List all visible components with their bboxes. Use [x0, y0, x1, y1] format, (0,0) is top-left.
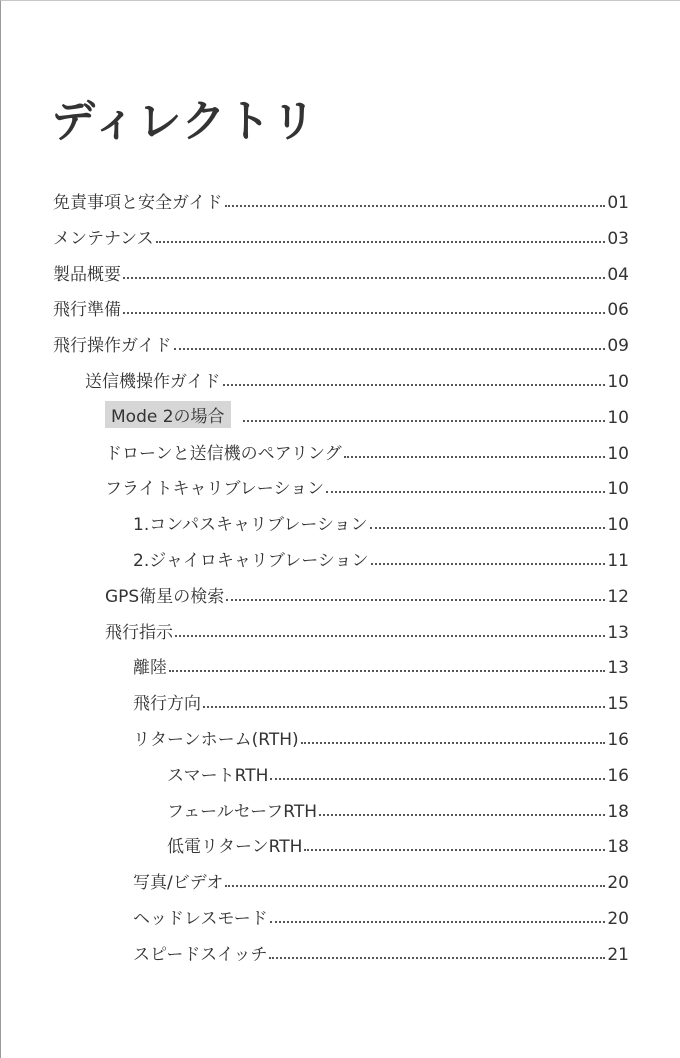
- toc-dot-leader: [326, 491, 605, 493]
- page-title: ディレクトリ: [51, 96, 317, 147]
- toc-entry[interactable]: [133, 507, 629, 535]
- toc-dot-leader: [203, 706, 605, 708]
- toc-entry-label: 飛行準備: [53, 300, 121, 321]
- toc-entry-page-number: 16: [607, 730, 629, 750]
- toc-dot-leader: [225, 205, 606, 207]
- toc-dot-leader: [223, 384, 606, 386]
- toc-dot-leader: [344, 456, 606, 458]
- toc-entry-label: スピードスイッチ: [133, 944, 268, 965]
- toc-entry-page-number: 15: [607, 694, 629, 715]
- toc-entry[interactable]: [105, 471, 629, 499]
- toc-entry[interactable]: [167, 829, 629, 857]
- toc-dot-leader: [225, 885, 605, 887]
- toc-dot-leader: [156, 241, 606, 243]
- toc-entry-page-number: 20: [607, 909, 629, 929]
- toc-entry-page-number: 10: [607, 515, 629, 536]
- toc-entry[interactable]: [85, 364, 629, 392]
- toc-dot-leader: [123, 277, 605, 279]
- toc-entry-label: リターンホーム(RTH): [133, 730, 299, 750]
- toc-entry-page-number: 13: [607, 622, 629, 643]
- toc-entry-label: 2.ジャイロキャリブレーション: [133, 551, 369, 571]
- toc-entry-page-number: 11: [607, 551, 629, 571]
- toc-dot-leader: [270, 921, 606, 923]
- toc-dot-leader: [319, 814, 605, 816]
- toc-entry-page-number: 18: [607, 837, 629, 858]
- toc-entry[interactable]: [133, 650, 629, 678]
- toc-entry-label: GPS衛星の検索: [105, 586, 225, 607]
- toc-entry[interactable]: [105, 615, 629, 643]
- toc-entry-label: 飛行操作ガイド: [53, 336, 172, 357]
- toc-entry-page-number: 03: [607, 228, 629, 249]
- toc-entry-label: メンテナンス: [53, 228, 154, 249]
- toc-entry-page-number: 10: [607, 372, 629, 392]
- toc-entry-page-number: 16: [607, 765, 629, 786]
- toc-entry[interactable]: [105, 400, 629, 428]
- toc-entry[interactable]: [167, 794, 629, 822]
- toc-entry[interactable]: [53, 257, 629, 285]
- toc-entry-page-number: 01: [607, 193, 629, 213]
- toc-entry-label: ドローンと送信機のペアリング: [105, 443, 342, 464]
- toc-entry-page-number: 10: [607, 479, 629, 500]
- toc-dot-leader: [371, 563, 606, 565]
- toc-entry-label: 製品概要: [53, 264, 121, 285]
- toc-dot-leader: [270, 778, 605, 780]
- toc-entry-page-number: 04: [607, 264, 629, 285]
- toc-entry-label: 1.コンパスキャリブレーション: [133, 515, 368, 536]
- toc-entry[interactable]: [105, 436, 629, 464]
- toc-dot-leader: [269, 957, 605, 959]
- toc-entry-label: スマートRTH: [167, 765, 269, 786]
- toc-entry-page-number: 13: [607, 658, 629, 679]
- toc-entry-label: 送信機操作ガイド: [85, 372, 221, 392]
- toc-entry-label: 低電リターンRTH: [167, 837, 303, 858]
- toc-dot-leader: [123, 312, 605, 314]
- toc-dot-leader: [243, 420, 606, 422]
- toc-entry-label: 写真/ビデオ: [133, 873, 224, 894]
- toc-entry[interactable]: [167, 758, 629, 786]
- toc-entry-label: 飛行方向: [133, 694, 201, 715]
- toc-entry-page-number: 09: [607, 336, 629, 357]
- toc-entry-label: 飛行指示: [105, 622, 173, 643]
- toc-entry-page-number: 20: [607, 873, 629, 894]
- toc-dot-leader: [169, 670, 605, 672]
- toc-entry-page-number: 10: [607, 443, 629, 464]
- toc-entry[interactable]: [133, 543, 629, 571]
- toc-entry-label: 免責事項と安全ガイド: [53, 193, 223, 213]
- toc-entry-page-number: 18: [607, 801, 629, 822]
- toc-entry[interactable]: [53, 185, 629, 213]
- toc-entry[interactable]: [133, 686, 629, 714]
- toc-entry-label: フェールセーフRTH: [167, 801, 318, 822]
- toc-dot-leader: [301, 742, 606, 744]
- toc-dot-leader: [175, 635, 605, 637]
- toc-entry[interactable]: [133, 901, 629, 929]
- toc-dot-leader: [174, 348, 606, 350]
- toc-entry-label: Mode 2の場合: [105, 401, 231, 428]
- toc-entry-page-number: 21: [607, 944, 629, 965]
- toc-entry[interactable]: [133, 937, 629, 965]
- toc-dot-leader: [370, 527, 606, 529]
- toc-entry-label: フライトキャリブレーション: [105, 479, 325, 500]
- toc-entry[interactable]: [133, 722, 629, 750]
- toc-dot-leader: [304, 849, 605, 851]
- toc-entry-page-number: 10: [607, 407, 629, 428]
- toc-dot-leader: [226, 599, 605, 601]
- toc-entry-label: 離陸: [133, 658, 167, 679]
- toc-entry[interactable]: [53, 221, 629, 249]
- toc-entry-page-number: 12: [607, 586, 629, 607]
- toc-entry-page-number: 06: [607, 300, 629, 321]
- toc-entry[interactable]: [133, 865, 629, 893]
- toc-entry[interactable]: [105, 579, 629, 607]
- toc-entry-label: ヘッドレスモード: [133, 909, 268, 929]
- toc-entry[interactable]: [53, 292, 629, 320]
- toc-entry[interactable]: [53, 328, 629, 356]
